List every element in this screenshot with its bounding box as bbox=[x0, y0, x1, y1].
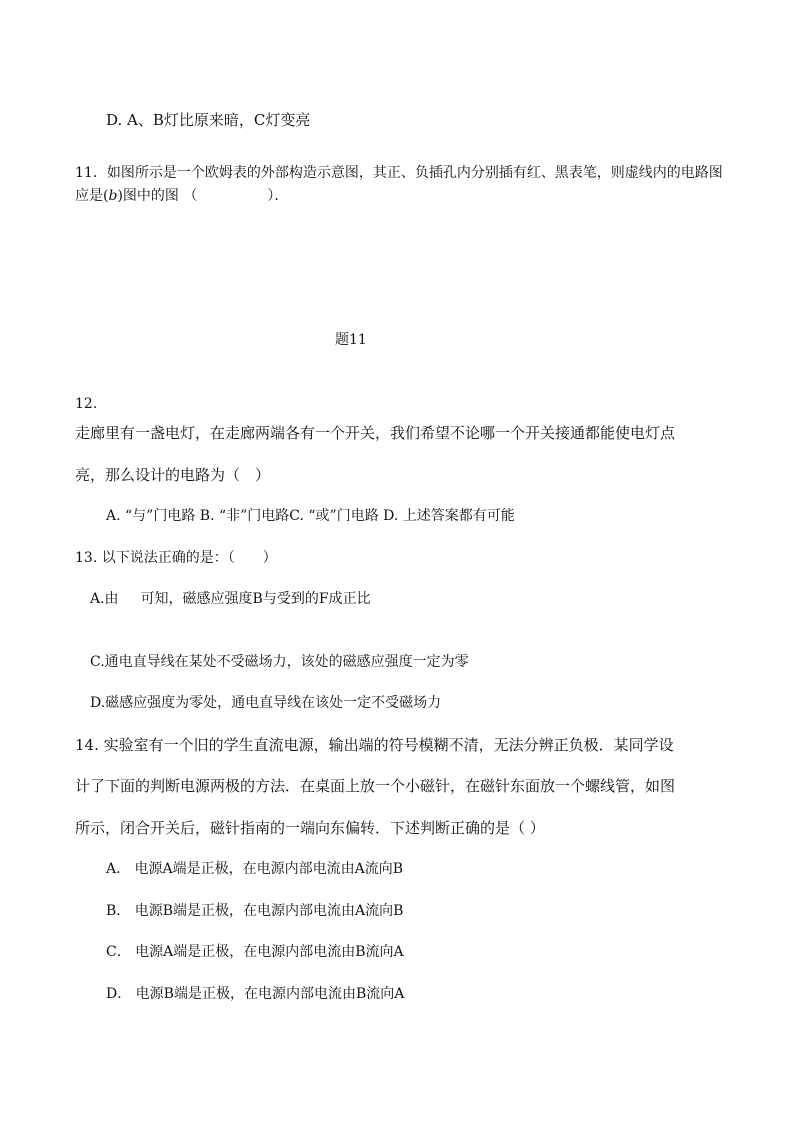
q12-options: A. “与”门电路 B. “非”门电路C. “或”门电路 D. 上述答案都有可能 bbox=[106, 508, 515, 524]
q14-option-a: A． 电源A端是正极，在电源内部电流由A流向B bbox=[106, 861, 404, 877]
q14-option-c: C． 电源A端是正极，在电源内部电流由B流向A bbox=[106, 944, 404, 960]
q14-option-d: D． 电源B端是正极，在电源内部电流由B流向A bbox=[106, 986, 405, 1002]
q14-stem-line3: 所示，闭合开关后，磁针指南的一端向东偏转．下述判断正确的是（ ） bbox=[75, 819, 545, 837]
q14-stem-line2: 计了下面的判断电源两极的方法．在桌面上放一个小磁针，在磁针东面放一个螺线管，如图 bbox=[75, 777, 676, 795]
q10-option-d: D. A、B灯比原来暗，C灯变亮 bbox=[106, 111, 311, 129]
q13-option-a-post: 可知，磁感应强度B与受到的F成正比 bbox=[140, 591, 371, 607]
q14-option-b: B． 电源B端是正极，在电源内部电流由A流向B bbox=[106, 903, 404, 919]
q11-stem-line1: 11．如图所示是一个欧姆表的外部构造示意图，其正、负插孔内分别插有红、黑表笔，则虚线内的电路图 bbox=[75, 165, 723, 181]
q13-option-d: D.磁感应强度为零处，通电直导线在该处一定不受磁场力 bbox=[90, 695, 442, 711]
q11-figure-caption: 题11 bbox=[335, 332, 367, 348]
q12-number: 12. bbox=[75, 396, 98, 412]
q14-stem-line1: 14. 实验室有一个旧的学生直流电源，输出端的符号模糊不清，无法分辨正负极．某同学设 bbox=[75, 736, 674, 754]
q11-stem-line2-b: b bbox=[108, 188, 118, 204]
q13-option-a-pre: A.由 bbox=[90, 591, 119, 607]
q11-stem-line2-post: )图中的图 （ ）． bbox=[117, 188, 289, 204]
q11-stem-line2-pre: 应是( bbox=[75, 188, 109, 204]
q12-stem-line2: 亮，那么设计的电路为（ ） bbox=[75, 466, 271, 484]
q11-stem-line2 bbox=[75, 189, 288, 203]
q13-option-a bbox=[90, 592, 371, 606]
q13-option-c: C.通电直导线在某处不受磁场力，该处的磁感应强度一定为零 bbox=[90, 654, 469, 670]
q13-stem: 13. 以下说法正确的是：（ ） bbox=[75, 550, 277, 566]
q12-stem-line1: 走廊里有一盏电灯，在走廊两端各有一个开关，我们希望不论哪一个开关接通都能使电灯点 bbox=[75, 424, 676, 442]
